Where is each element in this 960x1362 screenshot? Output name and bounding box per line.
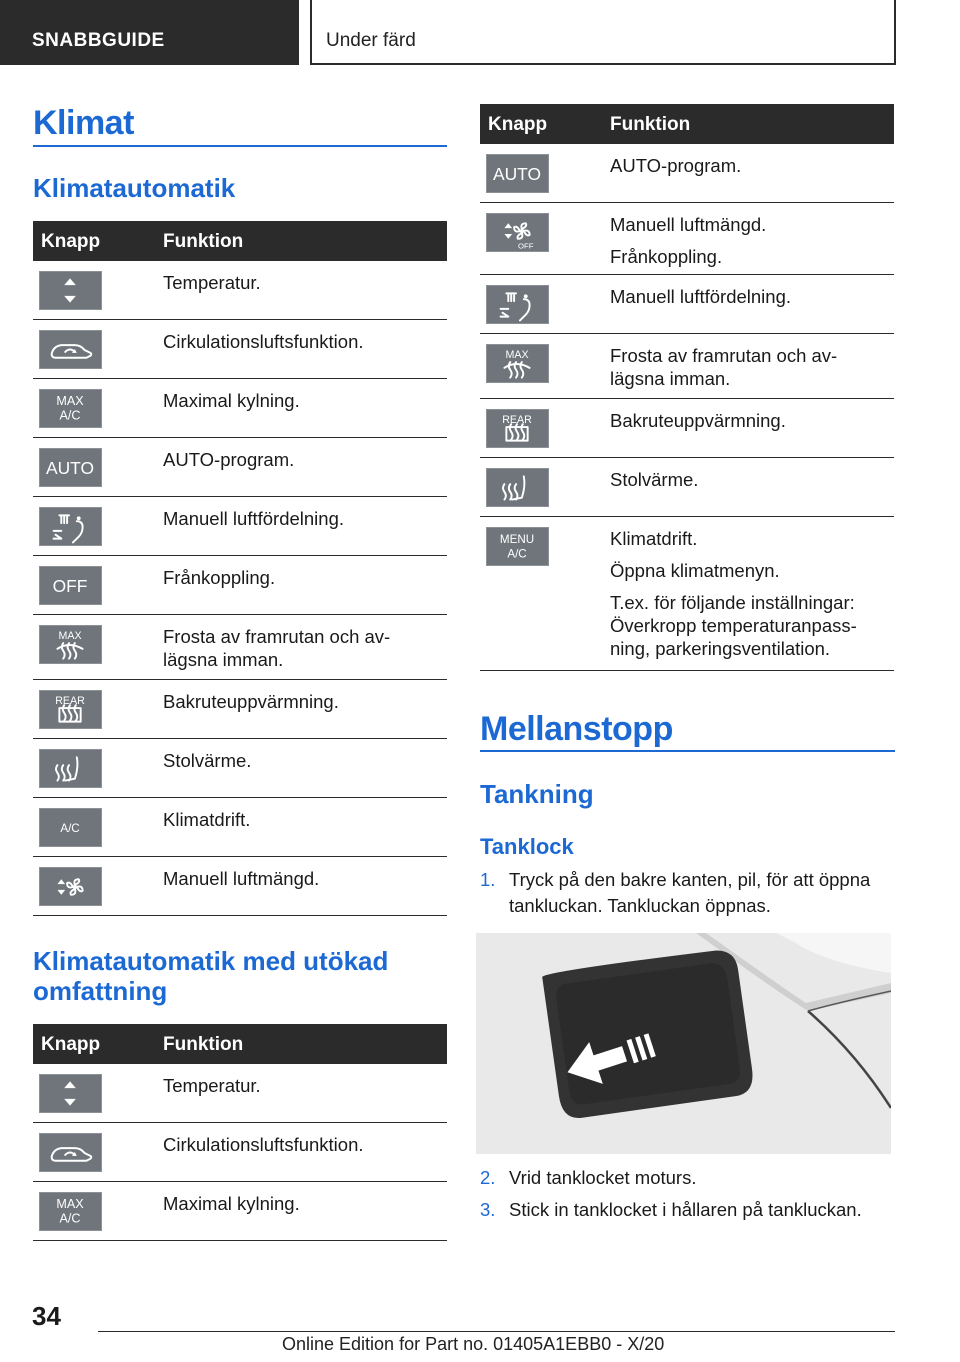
table-row xyxy=(33,857,447,916)
col-header-function: Funktion xyxy=(163,1034,244,1055)
title-rule xyxy=(33,145,447,147)
function-line: T.ex. för följande inställningar: Överkropp temperaturanpass-ning, parkeringsventilation. xyxy=(610,592,857,659)
menu-ac-button-icon xyxy=(486,527,549,566)
function-text xyxy=(163,507,443,530)
function-line: Cirkulationsluftsfunktion. xyxy=(163,1134,364,1155)
page-title: Klimat xyxy=(33,104,134,142)
rear-defrost-button-icon xyxy=(39,690,102,729)
temperature-arrows-button-icon xyxy=(39,1074,102,1113)
auto-button-icon xyxy=(39,448,102,487)
table-row xyxy=(33,556,447,615)
function-text xyxy=(163,1133,443,1156)
function-line: Maximal kylning. xyxy=(163,390,300,411)
table-row xyxy=(33,497,447,556)
table-row xyxy=(33,1182,447,1241)
max-ac-button-icon xyxy=(39,1192,102,1231)
function-line: Temperatur. xyxy=(163,1075,261,1096)
chapter-tab xyxy=(310,0,896,65)
svg-text:MAX: MAX xyxy=(505,349,529,362)
function-text xyxy=(163,448,443,471)
function-text xyxy=(163,808,443,831)
table-body xyxy=(480,144,894,671)
step-number: 3. xyxy=(480,1199,496,1220)
chapter-label: Under färd xyxy=(326,30,416,51)
max-ac-button-icon xyxy=(39,389,102,428)
function-line: Manuell luftfördelning. xyxy=(163,508,344,529)
function-line: Manuell luftmängd. xyxy=(610,214,767,235)
function-line: Bakruteuppvärmning. xyxy=(610,410,786,431)
table-row xyxy=(33,320,447,379)
table-header xyxy=(33,221,447,261)
function-line: Stolvärme. xyxy=(610,469,699,490)
col-header-function: Funktion xyxy=(163,231,244,252)
section-tab xyxy=(0,0,299,65)
function-line: AUTO-program. xyxy=(610,155,742,176)
temperature-arrows-button-icon xyxy=(39,271,102,310)
function-text xyxy=(610,213,890,268)
svg-text:MAX: MAX xyxy=(56,1197,84,1212)
table-row xyxy=(33,680,447,739)
svg-text:A/C: A/C xyxy=(507,547,527,561)
function-text xyxy=(163,566,443,589)
function-text xyxy=(610,344,890,390)
step-text: Stick in tanklocket i hållaren på tankluckan. xyxy=(509,1199,862,1220)
section-heading-fuel-cap: Tanklock xyxy=(480,834,574,859)
section-heading-refueling: Tankning xyxy=(480,779,594,809)
section-heading-climate-extended: Klimatautomatik med utökad omfattning xyxy=(33,946,389,1006)
function-text xyxy=(610,154,890,177)
function-text xyxy=(163,271,443,294)
col-header-button: Knapp xyxy=(41,231,101,252)
function-text xyxy=(163,1074,443,1097)
max-defrost-button-icon xyxy=(486,344,549,383)
recirculation-button-icon xyxy=(39,1133,102,1172)
ac-button-icon xyxy=(39,808,102,847)
svg-text:AUTO: AUTO xyxy=(492,163,542,184)
svg-text:A/C: A/C xyxy=(59,1211,81,1226)
function-text xyxy=(610,527,890,660)
table-row xyxy=(33,1123,447,1182)
function-text xyxy=(163,625,443,671)
step-number: 2. xyxy=(480,1167,496,1188)
function-text xyxy=(163,867,443,890)
footer-rule xyxy=(98,1331,895,1332)
step-text: Tryck på den bakre kanten, pil, för att öppna tankluckan. Tankluckan öppnas. xyxy=(509,869,871,916)
function-line: Frosta av framrutan och av-lägsna imman. xyxy=(163,626,391,670)
table-row xyxy=(480,517,894,671)
col-header-button: Knapp xyxy=(41,1034,101,1055)
svg-text:REAR: REAR xyxy=(55,695,85,708)
function-text xyxy=(610,285,890,308)
function-line: Frånkoppling. xyxy=(610,246,723,267)
section-label: SNABBGUIDE xyxy=(32,30,165,51)
fuel-flap-illustration xyxy=(476,933,891,1154)
climate-extended-table xyxy=(33,1024,447,1241)
function-line: Temperatur. xyxy=(163,272,261,293)
table-row xyxy=(480,458,894,517)
svg-text:OFF: OFF xyxy=(52,575,88,596)
table-row xyxy=(480,399,894,458)
table-row xyxy=(480,275,894,334)
function-line: Frånkoppling. xyxy=(163,567,276,588)
col-header-button: Knapp xyxy=(488,114,548,135)
table-row xyxy=(33,261,447,320)
table-row xyxy=(33,1064,447,1123)
air-distribution-button-icon xyxy=(39,507,102,546)
section-title-stopover: Mellanstopp xyxy=(480,710,673,748)
function-line: Stolvärme. xyxy=(163,750,252,771)
table-row xyxy=(480,203,894,275)
function-line: Öppna klimatmenyn. xyxy=(610,560,780,581)
col-header-function: Funktion xyxy=(610,114,691,135)
table-header xyxy=(480,104,894,144)
function-text xyxy=(163,1192,443,1215)
svg-text:MAX: MAX xyxy=(56,394,84,409)
fan-button-icon xyxy=(39,867,102,906)
svg-text:MENU: MENU xyxy=(499,533,535,547)
table-body xyxy=(33,1064,447,1241)
step-text: Vrid tanklocket moturs. xyxy=(509,1167,697,1188)
max-defrost-button-icon xyxy=(39,625,102,664)
function-text xyxy=(610,468,890,491)
function-line: Cirkulationsluftsfunktion. xyxy=(163,331,364,352)
svg-text:REAR: REAR xyxy=(502,414,532,427)
function-text xyxy=(163,749,443,772)
table-row xyxy=(33,798,447,857)
function-line: AUTO-program. xyxy=(163,449,295,470)
function-line: Maximal kylning. xyxy=(163,1193,300,1214)
climate-table xyxy=(33,221,447,916)
function-line: Manuell luftmängd. xyxy=(163,868,320,889)
table-row xyxy=(33,739,447,798)
table-row xyxy=(480,144,894,203)
seat-heating-button-icon xyxy=(486,468,549,507)
svg-text:AUTO: AUTO xyxy=(45,457,95,478)
function-text xyxy=(163,389,443,412)
recirculation-button-icon xyxy=(39,330,102,369)
function-line: Klimatdrift. xyxy=(610,528,698,549)
svg-text:OFF: OFF xyxy=(517,241,534,251)
rear-defrost-button-icon xyxy=(486,409,549,448)
title-rule xyxy=(480,750,895,752)
function-line: Frosta av framrutan och av-lägsna imman. xyxy=(610,345,838,389)
svg-text:A/C: A/C xyxy=(59,408,81,423)
table-row xyxy=(33,438,447,497)
function-text xyxy=(163,690,443,713)
table-header xyxy=(33,1024,447,1064)
function-line: Bakruteuppvärmning. xyxy=(163,691,339,712)
svg-text:A/C: A/C xyxy=(60,821,80,835)
table-row xyxy=(33,615,447,680)
fan-off-button-icon xyxy=(486,213,549,252)
page-number: 34 xyxy=(32,1301,61,1331)
step-number: 1. xyxy=(480,869,496,890)
function-line: Manuell luftfördelning. xyxy=(610,286,791,307)
svg-text:MAX: MAX xyxy=(58,630,82,643)
air-distribution-button-icon xyxy=(486,285,549,324)
function-line: Klimatdrift. xyxy=(163,809,251,830)
edition-note: Online Edition for Part no. 01405A1EBB0 - X/20 xyxy=(282,1334,665,1354)
function-text xyxy=(163,330,443,353)
auto-button-icon xyxy=(486,154,549,193)
off-button-icon xyxy=(39,566,102,605)
function-text xyxy=(610,409,890,432)
table-row xyxy=(33,379,447,438)
section-heading-climate-auto: Klimatautomatik xyxy=(33,173,236,203)
climate-extended-table-continued xyxy=(480,104,894,671)
table-body xyxy=(33,261,447,916)
seat-heating-button-icon xyxy=(39,749,102,788)
table-row xyxy=(480,334,894,399)
